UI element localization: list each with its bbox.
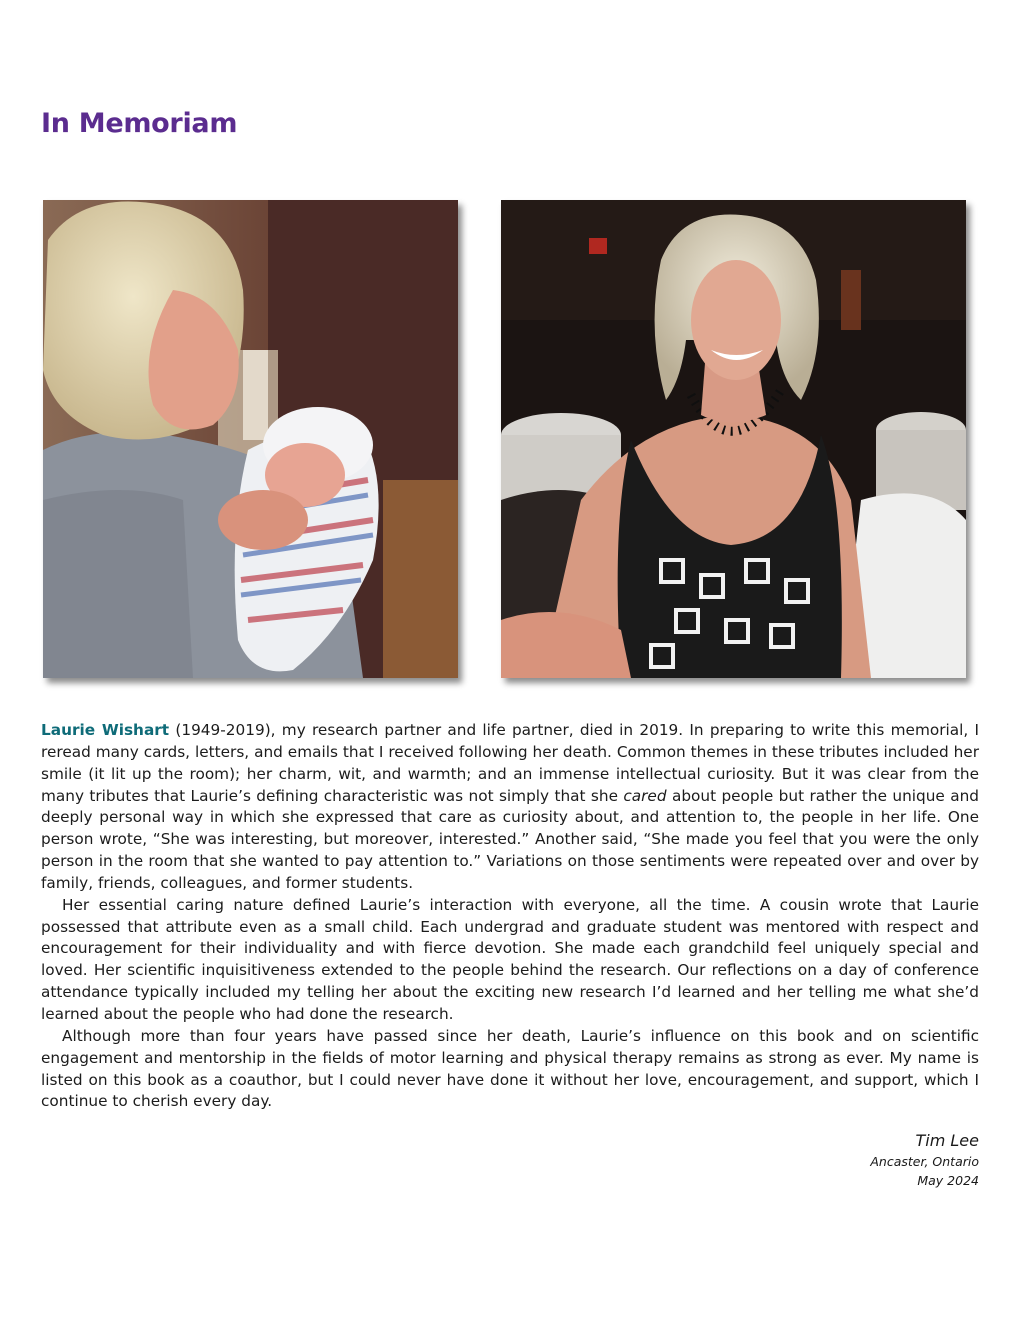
signature-date: May 2024 bbox=[917, 1173, 979, 1188]
memorial-name: Laurie Wishart bbox=[41, 721, 170, 739]
photo-right-image bbox=[501, 200, 966, 678]
signature-name: Tim Lee bbox=[915, 1131, 979, 1150]
photo-woman-holding-newborn bbox=[43, 200, 458, 678]
memorial-text bbox=[41, 720, 979, 1113]
memorial-p1-part-2: about people but rather the unique and deeply personal way in which she expressed that care as curiosity about, and attention to, the people in her life. One person wrote, “She was interesting, but moreover, interested.” Another said, “She made you feel that you were the only person in the room that she wanted to pay attention to.” Variations on those sentiments were repeated over and over by family, friends, colleagues, and former students. bbox=[41, 786, 979, 892]
photo-woman-smiling-portrait bbox=[501, 200, 966, 678]
memorial-paragraph-2: Her essential caring nature defined Laurie’s interaction with everyone, all the time. A cousin wrote that Laurie possessed that attribute even as a small child. Each undergrad and graduate student was mentored with respect and encouragement for their individuality and with fierce devotion. She made each grandchild feel uniquely special and loved. Her scientific inquisitiveness extended to the people behind the research. Our reflections on a day of conference attendance typically included my telling her about the exciting new research I’d learned and her telling me what she’d learned about the people who had done the research. bbox=[41, 895, 979, 1023]
memorial-p1-italic: cared bbox=[623, 786, 667, 805]
memorial-p1-part-1: (1949-2019), my research partner and life partner, died in 2019. In preparing to write this memorial, I reread many cards, letters, and emails that I received following her death. Common themes in these tributes included her smile (it lit up the room); her charm, wit, and warmth; and an immense intellectual curiosity. But it was clear from the many tributes that Laurie’s defining characteristic was not simply that she bbox=[41, 721, 979, 805]
memorial-paragraph-3: Although more than four years have passed since her death, Laurie’s influence on this book and on scientific engagement and mentorship in the fields of motor learning and physical therapy remains as strong as ever. My name is listed on this book as a coauthor, but I could never have done it without her love, encouragement, and support, which I continue to cherish every day. bbox=[41, 1026, 979, 1111]
photo-left-image bbox=[43, 200, 458, 678]
signature-place: Ancaster, Ontario bbox=[870, 1154, 979, 1169]
signature-block bbox=[870, 1130, 979, 1190]
memorial-paragraph-1 bbox=[41, 720, 979, 895]
page-title: In Memoriam bbox=[41, 108, 238, 139]
